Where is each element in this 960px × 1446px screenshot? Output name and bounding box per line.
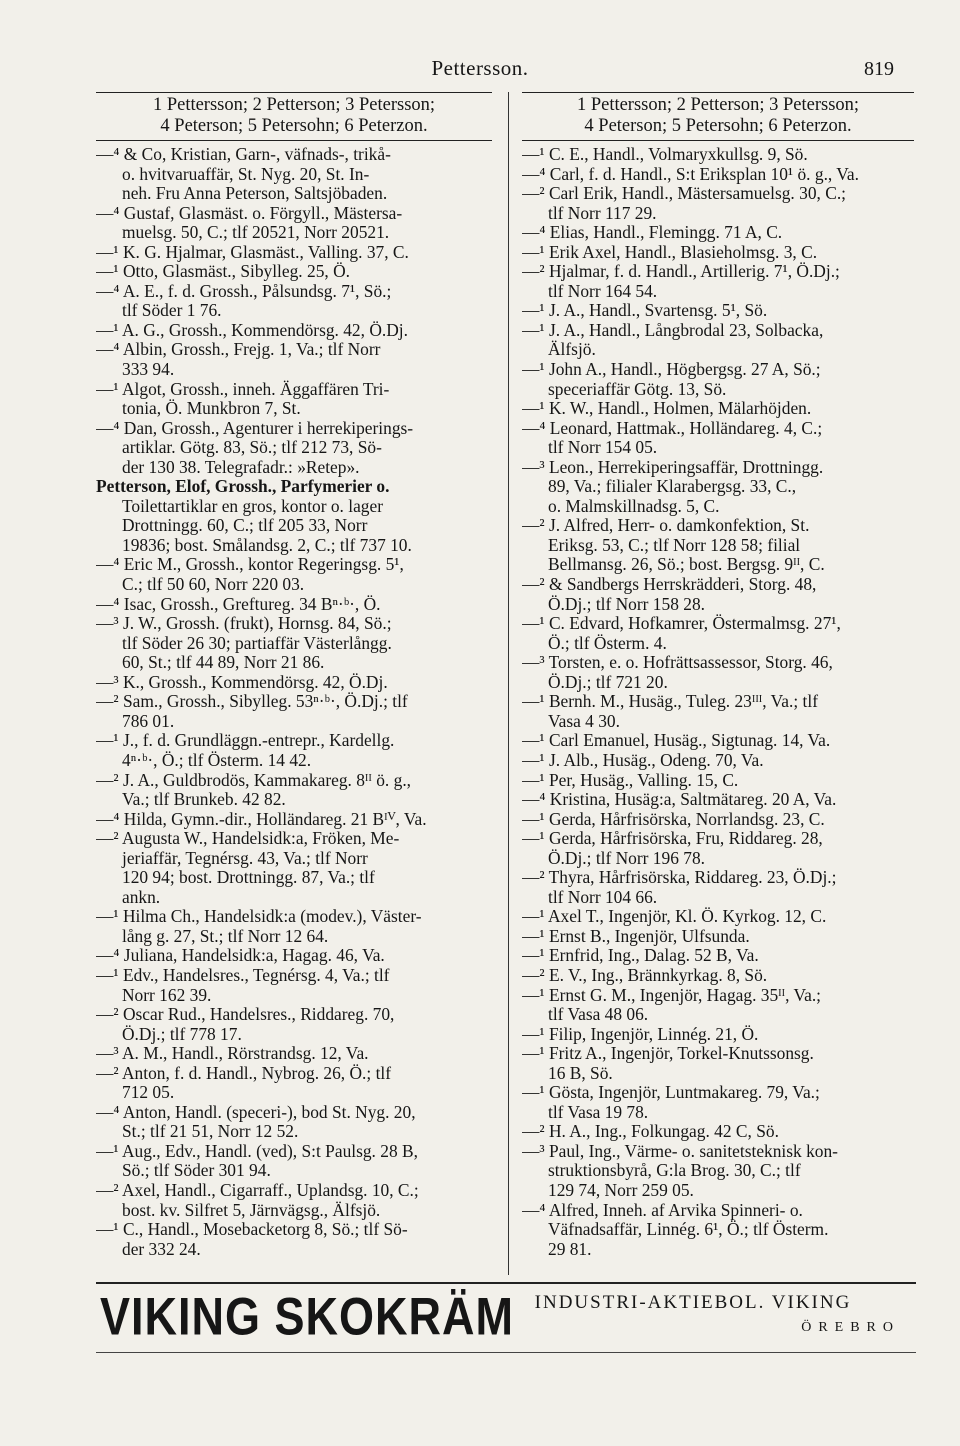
entry-line: —⁴ Elias, Handl., Flemingg. 71 A, C.: [522, 223, 783, 243]
directory-entry: [96, 946, 492, 966]
entry-line: —² Carl Erik, Handl., Mästersamuelsg. 30, C.;: [522, 184, 846, 204]
directory-entry: [96, 1044, 492, 1064]
entry-line: —⁴ & Co, Kristian, Garn-, väfnads-, trikå-: [96, 145, 391, 164]
directory-entry: [96, 966, 492, 1005]
column-header-right: [522, 92, 914, 141]
directory-entry: [522, 731, 914, 751]
entry-line: —³ Paul, Ing., Värme- o. sanitetsteknisk kon-: [522, 1141, 838, 1161]
entry-line: —⁴ Alfred, Inneh. af Arvika Spinneri- o.: [522, 1200, 803, 1220]
entry-line: 129 74, Norr 259 05.: [548, 1180, 694, 1200]
entry-line: —¹ Axel T., Ingenjör, Kl. Ö. Kyrkog. 12, C.: [522, 907, 827, 927]
directory-entry: [522, 1083, 914, 1122]
directory-entry: [96, 262, 492, 282]
directory-entry: [522, 790, 914, 810]
running-head: [0, 56, 960, 90]
entry-line: tlf Söder 1 76.: [122, 301, 222, 321]
directory-entry: [522, 360, 914, 399]
entry-line: —² Thyra, Hårfrisörska, Riddareg. 23, Ö.Dj.;: [522, 868, 837, 888]
entry-line: —⁴ Leonard, Hattmak., Holländareg. 4, C.;: [522, 418, 823, 438]
entry-line: —² & Sandbergs Herrskrädderi, Storg. 48,: [522, 575, 817, 595]
entry-line: tlf Norr 104 66.: [548, 887, 658, 907]
entry-line: —¹ Edv., Handelsres., Tegnérsg. 4, Va.; tlf: [96, 965, 390, 985]
advertisement-company: INDUSTRI-AKTIEBOL. VIKING: [534, 1292, 852, 1313]
entry-line: —² Anton, f. d. Handl., Nybrog. 26, Ö.; tlf: [96, 1063, 392, 1083]
right-column: [522, 92, 914, 1259]
entry-line: Ö.Dj.; tlf 721 20.: [548, 672, 668, 692]
entry-line: —¹ Filip, Ingenjör, Linnég. 21, Ö.: [522, 1024, 759, 1044]
directory-entry: [96, 419, 492, 478]
entry-line: ankn.: [122, 887, 161, 907]
entry-line: —¹ Ernst B., Ingenjör, Ulfsunda.: [522, 926, 750, 946]
directory-entry: [522, 516, 914, 575]
entry-line: Sö.; tlf Söder 301 94.: [122, 1161, 271, 1181]
entry-line: der 332 24.: [122, 1239, 201, 1259]
directory-entry: [96, 282, 492, 321]
entry-line: —¹ Fritz A., Ingenjör, Torkel-Knutssonsg.: [522, 1044, 814, 1064]
directory-entry: [522, 692, 914, 731]
entry-line: —² Augusta W., Handelsidk:a, Fröken, Me-: [96, 829, 400, 849]
entry-line: —³ J. W., Grossh. (frukt), Hornsg. 84, Sö.;: [96, 614, 392, 634]
directory-entry: [522, 145, 914, 165]
entry-line: Ö.Dj.; tlf Norr 158 28.: [548, 594, 705, 614]
directory-entry: [522, 399, 914, 419]
directory-entry: [522, 1025, 914, 1045]
entry-line: —¹ J. A., Handl., Svartensg. 5¹, Sö.: [522, 301, 768, 321]
entry-line: —⁴ Anton, Handl. (speceri-), bod St. Nyg. 20,: [96, 1102, 416, 1122]
entry-line: —¹ J. A., Handl., Långbrodal 23, Solbacka,: [522, 320, 824, 340]
entry-line: bost. kv. Silfret 5, Järnvägsg., Älfsjö.: [122, 1200, 381, 1220]
directory-entry: [522, 575, 914, 614]
entry-line: 89, Va.; filialer Klarabergsg. 33, C.,: [548, 477, 797, 497]
entry-line: tlf Söder 26 30; partiaffär Västerlångg.: [122, 633, 392, 653]
directory-entry: [522, 184, 914, 223]
directory-entry: [96, 340, 492, 379]
directory-entry: [96, 1005, 492, 1044]
entry-line: Va.; tlf Brunkeb. 42 82.: [122, 790, 286, 810]
directory-entry: [522, 1142, 914, 1201]
directory-entry: [96, 243, 492, 263]
entry-line: lång g. 27, St.; tlf Norr 12 64.: [122, 926, 329, 946]
directory-entry: [96, 477, 492, 555]
entry-line: —² E. V., Ing., Brännkyrkag. 8, Sö.: [522, 965, 768, 985]
entry-line: —¹ John A., Handl., Högbergsg. 27 A, Sö.;: [522, 360, 821, 380]
directory-entry: [522, 321, 914, 360]
entry-line: tlf Norr 117 29.: [548, 203, 657, 223]
entry-line: —¹ J. Alb., Husäg., Odeng. 70, Va.: [522, 750, 764, 770]
entry-line: —⁴ Hilda, Gymn.-dir., Holländareg. 21 Bᴵⱽ, Va.: [96, 809, 427, 829]
directory-entry: [522, 946, 914, 966]
entry-line: —⁴ A. E., f. d. Grossh., Pålsundsg. 7¹, Sö.;: [96, 281, 392, 301]
entry-line: jeriaffär, Tegnérsg. 43, Va.; tlf Norr: [122, 848, 368, 868]
entry-line: tlf Vasa 19 78.: [548, 1102, 649, 1122]
entry-line: —³ Leon., Herrekiperingsaffär, Drottningg.: [522, 457, 824, 477]
entry-line: St.; tlf 21 51, Norr 12 52.: [122, 1122, 299, 1142]
directory-entry: [522, 419, 914, 458]
entry-line: —¹ Otto, Glasmäst., Sibylleg. 25, Ö.: [96, 262, 350, 282]
entry-line: Drottningg. 60, C.; tlf 205 33, Norr: [122, 516, 368, 536]
directory-entry: [522, 165, 914, 185]
entry-line: 120 94; bost. Drottningg. 87, Va.; tlf: [122, 868, 375, 888]
entry-line: Ö.; tlf Österm. 4.: [548, 633, 667, 653]
entry-line: speceriaffär Götg. 13, Sö.: [548, 379, 727, 399]
entry-line: —¹ Ernst G. M., Ingenjör, Hagag. 35ᴵᴵ, Va.;: [522, 985, 822, 1005]
directory-entry: [522, 829, 914, 868]
column-header-line: 1 Pettersson; 2 Petterson; 3 Petersson;: [152, 95, 436, 115]
entry-line: —² H. A., Ing., Folkungag. 42 C, Sö.: [522, 1122, 779, 1142]
entry-line: o. Malmskillnadsg. 5, C.: [548, 496, 720, 516]
column-header-line: 1 Pettersson; 2 Petterson; 3 Petersson;: [576, 95, 860, 115]
entry-line: 712 05.: [122, 1083, 175, 1103]
entry-line: Ö.Dj.; tlf Norr 196 78.: [548, 848, 705, 868]
directory-entry: [96, 1064, 492, 1103]
right-entries: [522, 145, 914, 1259]
entry-line: —² Axel, Handl., Cigarraff., Uplandsg. 10, C.;: [96, 1180, 419, 1200]
entry-line: Toilettartiklar en gros, kontor o. lager: [122, 496, 384, 516]
entry-line: Bellmansg. 26, Sö.; bost. Bergsg. 9ᴵᴵ, C.: [548, 555, 825, 575]
directory-entry: [522, 262, 914, 301]
directory-entry: [522, 907, 914, 927]
entry-line: —¹ A. G., Grossh., Kommendörsg. 42, Ö.Dj.: [96, 320, 408, 340]
entry-line: 29 81.: [548, 1239, 592, 1259]
entry-line: —¹ Hilma Ch., Handelsidk:a (modev.), Väster-: [96, 907, 422, 927]
entry-line: der 130 38. Telegrafadr.: »Retep».: [122, 457, 360, 477]
running-title: Pettersson.: [431, 56, 529, 80]
entry-line: —⁴ Juliana, Handelsidk:a, Hagag. 46, Va.: [96, 946, 385, 966]
column-header-left: [96, 92, 492, 141]
entry-line: 4ⁿ·ᵇ·, Ö.; tlf Österm. 14 42.: [122, 750, 312, 770]
directory-entry: [522, 1044, 914, 1083]
left-column: [96, 92, 492, 1259]
directory-entry: [96, 145, 492, 204]
entry-line: artiklar. Götg. 83, Sö.; tlf 212 73, Sö-: [122, 438, 382, 458]
entry-line: tlf Vasa 48 06.: [548, 1005, 649, 1025]
directory-entry: [522, 751, 914, 771]
entry-line: —¹ J., f. d. Grundläggn.-entrepr., Kardellg.: [96, 731, 395, 751]
entry-line: neh. Fru Anna Peterson, Saltsjöbaden.: [122, 184, 388, 204]
directory-entry: [96, 555, 492, 594]
entry-line: —¹ C. E., Handl., Volmaryxkullsg. 9, Sö.: [522, 145, 808, 164]
directory-entry: [522, 927, 914, 947]
column-header-line: 4 Peterson; 5 Petersohn; 6 Peterzon.: [160, 116, 428, 136]
directory-entry: [96, 907, 492, 946]
entry-line: Norr 162 39.: [122, 985, 212, 1005]
directory-entry: [96, 1142, 492, 1181]
entry-line: —⁴ Albin, Grossh., Frejg. 1, Va.; tlf Norr: [96, 340, 381, 360]
directory-entry: [522, 966, 914, 986]
column-divider: [508, 92, 509, 1275]
advertisement-brand: VIKING SKOKRÄM: [100, 1286, 515, 1347]
entry-line: 60, St.; tlf 44 89, Norr 21 86.: [122, 653, 325, 673]
directory-entry: [96, 1103, 492, 1142]
entry-line: tlf Norr 164 54.: [548, 281, 658, 301]
advertisement-city: ÖREBRO: [801, 1320, 900, 1335]
directory-entry: [96, 614, 492, 673]
directory-entry: [522, 986, 914, 1025]
entry-line: —¹ Bernh. M., Husäg., Tuleg. 23ᴵᴵᴵ, Va.; tlf: [522, 692, 818, 712]
entry-line: —² J. Alfred, Herr- o. damkonfektion, St.: [522, 516, 810, 536]
advertisement-rule-bottom: [96, 1352, 916, 1353]
entry-line: —⁴ Gustaf, Glasmäst. o. Förgyll., Mästersa-: [96, 203, 403, 223]
directory-entry: [96, 771, 492, 810]
entry-line: struktionsbyrå, G:la Brog. 30, C.; tlf: [548, 1161, 801, 1181]
directory-entry: [522, 243, 914, 263]
entry-line: Väfnadsaffär, Linnég. 6¹, Ö.; tlf Österm.: [548, 1220, 829, 1240]
entry-line: —⁴ Eric M., Grossh., kontor Regeringsg. 5¹,: [96, 555, 404, 575]
entry-line: —¹ Erik Axel, Handl., Blasieholmsg. 3, C.: [522, 242, 818, 262]
directory-entry: [522, 771, 914, 791]
directory-entry: [522, 810, 914, 830]
directory-entry: [96, 673, 492, 693]
entry-line: —⁴ Isac, Grossh., Greftureg. 34 Bⁿ·ᵇ·, Ö.: [96, 594, 381, 614]
entry-line: C.; tlf 50 60, Norr 220 03.: [122, 575, 305, 595]
directory-entry: [96, 829, 492, 907]
left-entries: [96, 145, 492, 1259]
directory-entry: [96, 204, 492, 243]
entry-line: Älfsjö.: [548, 340, 596, 360]
entry-line: —¹ Gerda, Hårfrisörska, Norrlandsg. 23, C.: [522, 809, 825, 829]
entry-line: —¹ Gerda, Hårfrisörska, Fru, Riddareg. 28,: [522, 829, 823, 849]
entry-line: —¹ K. W., Handl., Holmen, Mälarhöjden.: [522, 399, 812, 419]
entry-line: —¹ Carl Emanuel, Husäg., Sigtunag. 14, Va.: [522, 731, 831, 751]
directory-entry: [96, 810, 492, 830]
entry-line: —¹ Aug., Edv., Handl. (ved), S:t Paulsg. 28 B,: [96, 1141, 418, 1161]
entry-line: —¹ C., Handl., Mosebacketorg 8, Sö.; tlf Sö-: [96, 1220, 408, 1240]
directory-entry: [96, 380, 492, 419]
entry-line: 19836; bost. Smålandsg. 2, C.; tlf 737 10.: [122, 535, 412, 555]
directory-entry: [522, 301, 914, 321]
directory-entry: [96, 595, 492, 615]
entry-line: —⁴ Carl, f. d. Handl., S:t Eriksplan 10¹ ö. g., Va.: [522, 164, 860, 184]
directory-entry: [522, 614, 914, 653]
entry-line: —³ Torsten, e. o. Hofrättsassessor, Storg. 46,: [522, 653, 833, 673]
entry-line: Eriksg. 53, C.; tlf Norr 128 58; filial: [548, 535, 801, 555]
directory-entry: [522, 223, 914, 243]
entry-line: —¹ C. Edvard, Hofkamrer, Östermalmsg. 27¹,: [522, 614, 841, 634]
entry-line: —² Oscar Rud., Handelsres., Riddareg. 70,: [96, 1005, 395, 1025]
directory-entry: [96, 731, 492, 770]
entry-line: —⁴ Kristina, Husäg:a, Saltmätareg. 20 A, Va.: [522, 790, 837, 810]
entry-line: —⁴ Dan, Grossh., Agenturer i herrekiperings-: [96, 418, 414, 438]
directory-entry: [96, 321, 492, 341]
entry-line: 16 B, Sö.: [548, 1063, 613, 1083]
directory-entry: [96, 1181, 492, 1220]
entry-line: o. hvitvaruaffär, St. Nyg. 20, St. In-: [122, 164, 370, 184]
directory-entry: [522, 1201, 914, 1260]
entry-line: —² Sam., Grossh., Sibylleg. 53ⁿ·ᵇ·, Ö.Dj.; tlf: [96, 692, 408, 712]
column-header-line: 4 Peterson; 5 Petersohn; 6 Peterzon.: [584, 116, 852, 136]
directory-entry: [522, 458, 914, 517]
directory-entry: [522, 1122, 914, 1142]
entry-line: —² J. A., Guldbrodös, Kammakareg. 8ᴵᴵ ö. g.,: [96, 770, 412, 790]
entry-line: —³ A. M., Handl., Rörstrandsg. 12, Va.: [96, 1044, 369, 1064]
page-number: 819: [864, 58, 894, 80]
directory-entry: [522, 868, 914, 907]
entry-line: —¹ K. G. Hjalmar, Glasmäst., Valling. 37, C.: [96, 242, 409, 262]
entry-line: muelsg. 50, C.; tlf 20521, Norr 20521.: [122, 223, 390, 243]
entry-line: —¹ Ernfrid, Ing., Dalag. 52 B, Va.: [522, 946, 759, 966]
entry-line: —¹ Per, Husäg., Valling. 15, C.: [522, 770, 739, 790]
entry-line: —² Hjalmar, f. d. Handl., Artillerig. 7¹, Ö.Dj.;: [522, 262, 840, 282]
entry-line: —¹ Algot, Grossh., inneh. Äggaffären Tri-: [96, 379, 390, 399]
entry-line: —¹ Gösta, Ingenjör, Luntmakareg. 79, Va.;: [522, 1083, 820, 1103]
directory-entry: [96, 692, 492, 731]
entry-line: 333 94.: [122, 360, 175, 380]
entry-line: Petterson, Elof, Grossh., Parfymerier o.: [96, 477, 390, 497]
entry-line: tonia, Ö. Munkbron 7, St.: [122, 399, 301, 419]
entry-line: 786 01.: [122, 711, 175, 731]
directory-entry: [522, 653, 914, 692]
entry-line: Vasa 4 30.: [548, 711, 620, 731]
directory-entry: [96, 1220, 492, 1259]
entry-line: tlf Norr 154 05.: [548, 438, 658, 458]
entry-line: —³ K., Grossh., Kommendörsg. 42, Ö.Dj.: [96, 672, 388, 692]
entry-line: Ö.Dj.; tlf 778 17.: [122, 1024, 242, 1044]
